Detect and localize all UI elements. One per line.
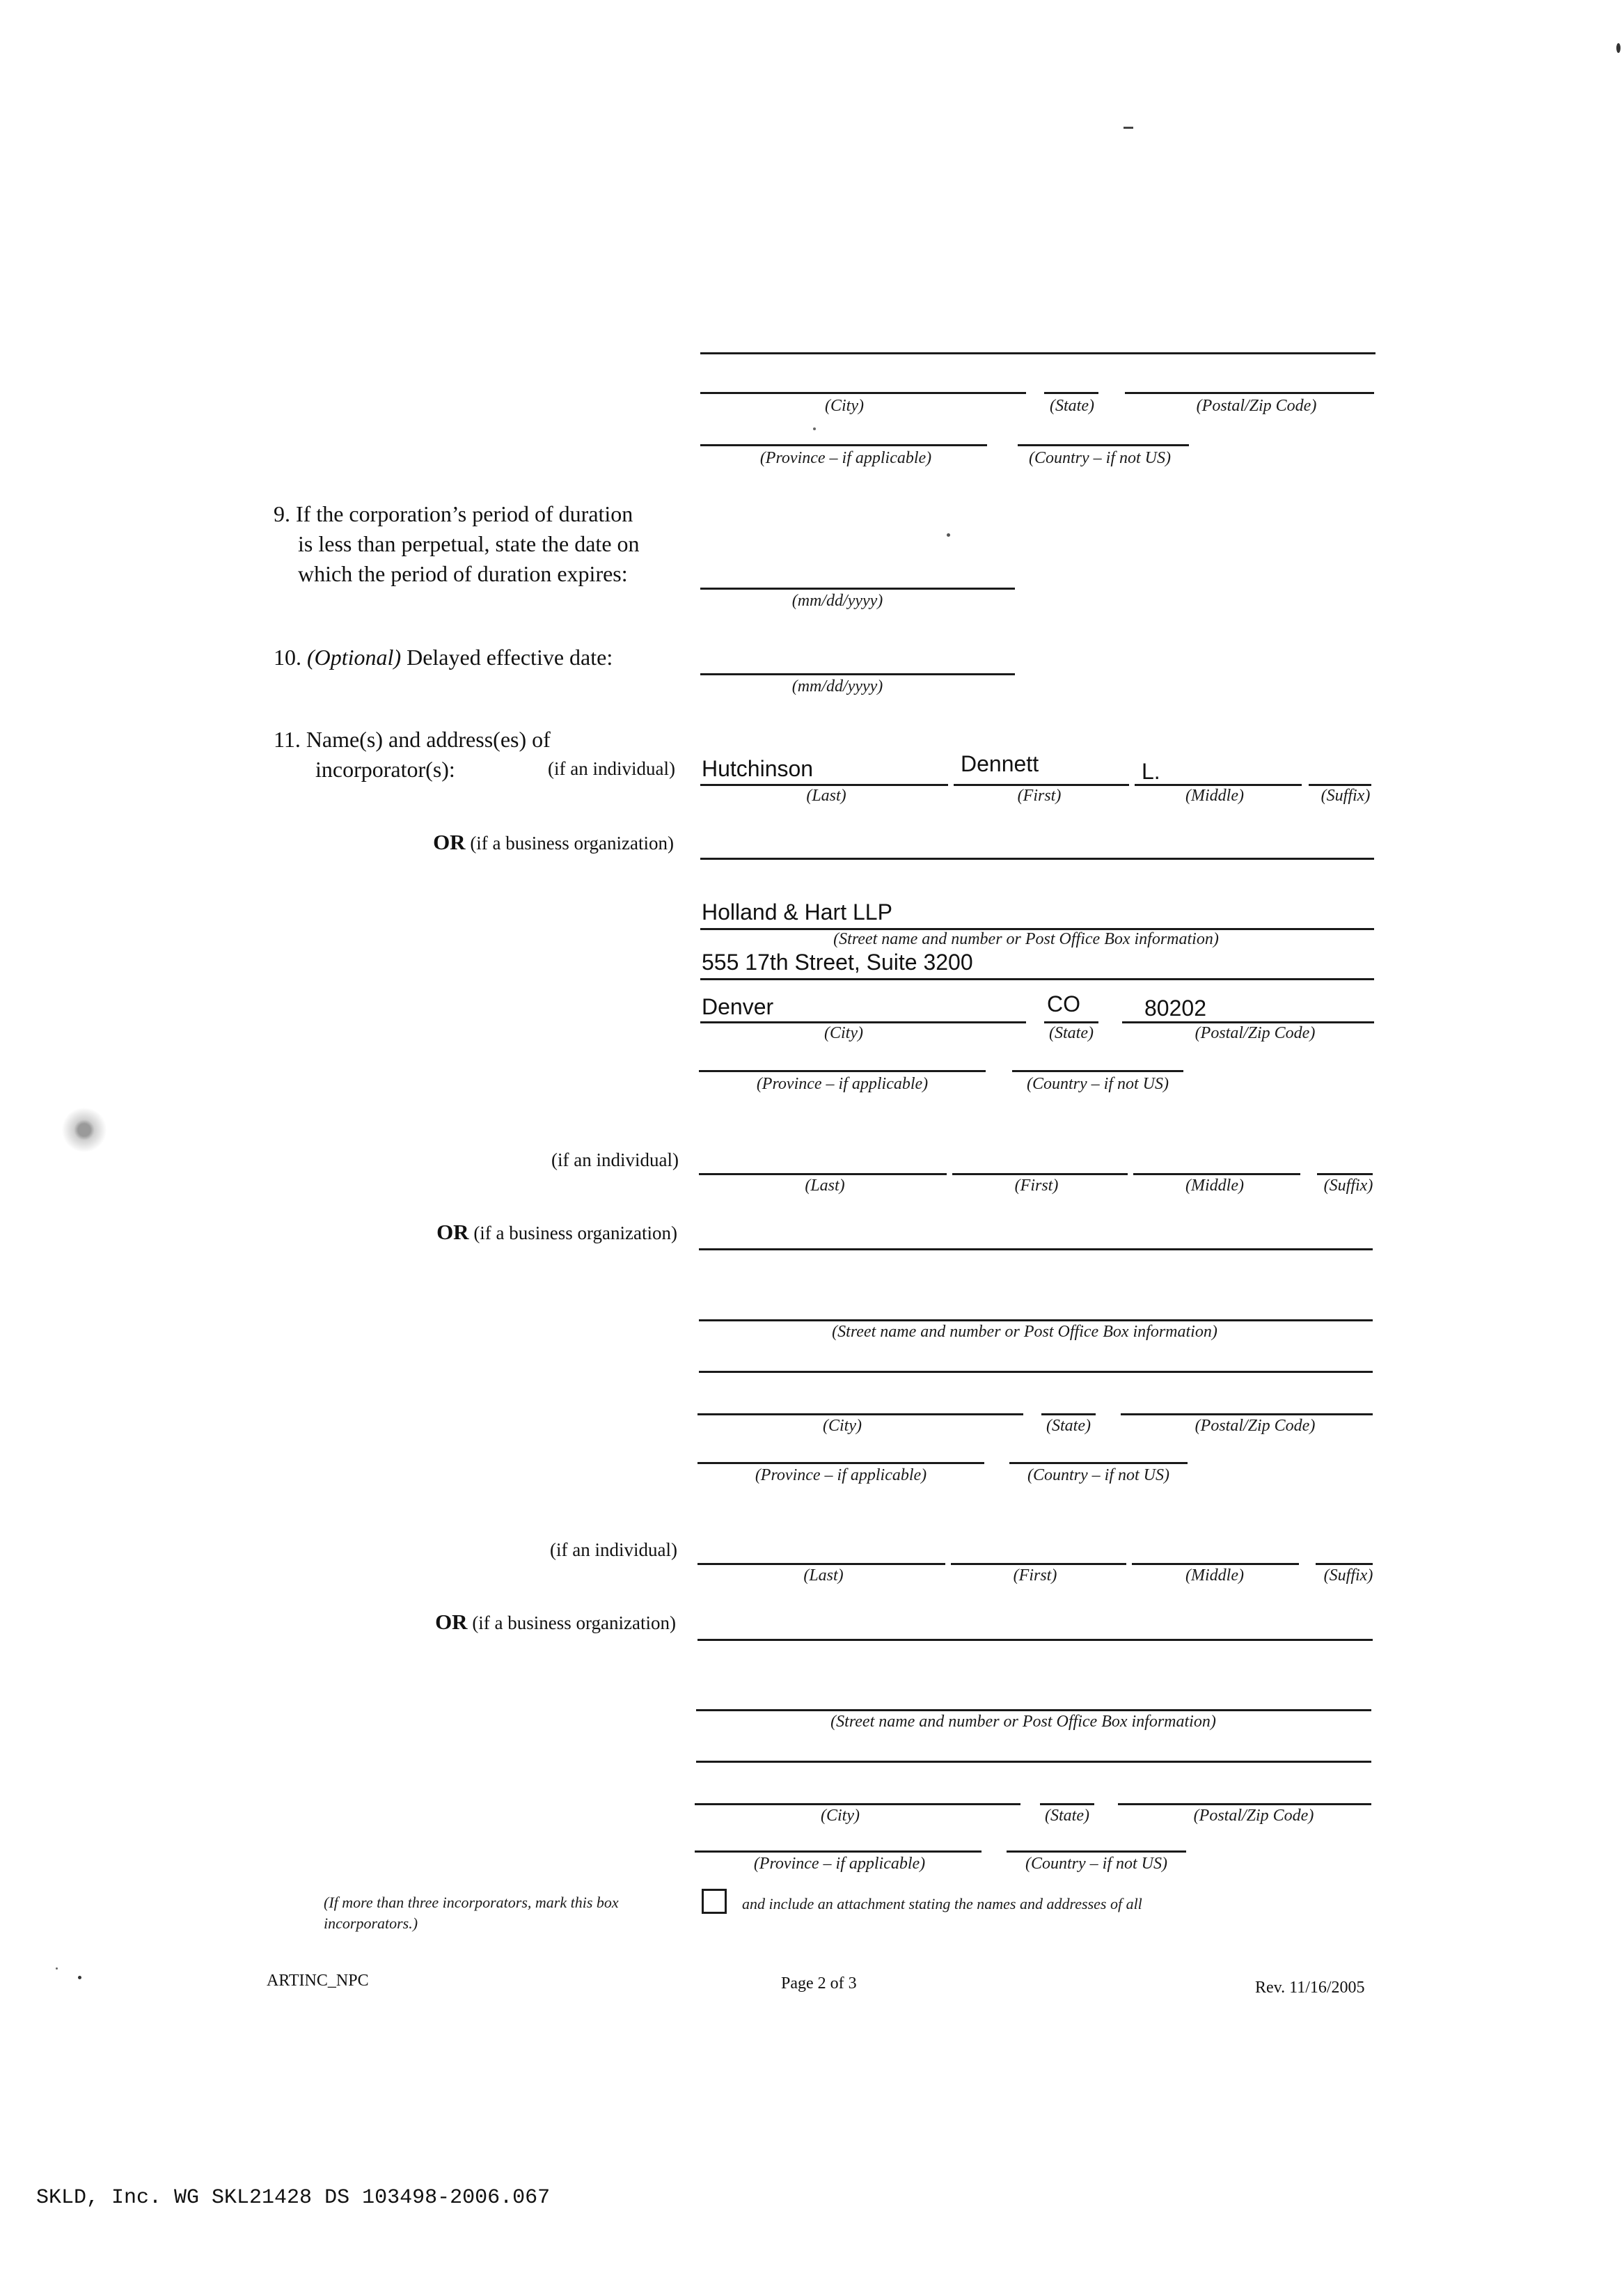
or-word-1: OR bbox=[433, 830, 466, 854]
inc3-street-caption: (Street name and number or Post Office Box information) bbox=[830, 1713, 1216, 1731]
inc1-zip-value: 80202 bbox=[1144, 996, 1206, 1021]
inc2-country-field[interactable] bbox=[1009, 1462, 1188, 1464]
or-word-2: OR bbox=[436, 1220, 469, 1244]
inc1-zip-field[interactable] bbox=[1122, 1021, 1374, 1023]
inc3-country-field[interactable] bbox=[1007, 1850, 1186, 1853]
inc3-middle-field[interactable] bbox=[1132, 1563, 1299, 1565]
more-incorporators-checkbox[interactable] bbox=[702, 1889, 727, 1914]
business-org-label-3 bbox=[435, 1610, 676, 1635]
inc2-city-field[interactable] bbox=[697, 1413, 1023, 1415]
inc1-first-value: Dennett bbox=[961, 751, 1039, 776]
inc1-suffix-field[interactable] bbox=[1309, 784, 1371, 786]
q11-line2: incorporator(s): bbox=[315, 757, 455, 782]
inc1-street2-field[interactable] bbox=[700, 978, 1374, 980]
inc2-zip-caption: (Postal/Zip Code) bbox=[1195, 1417, 1316, 1435]
inc1-province-caption: (Province – if applicable) bbox=[756, 1075, 929, 1093]
inc1-business-value: Holland & Hart LLP bbox=[702, 899, 892, 925]
inc3-street-field[interactable] bbox=[696, 1709, 1371, 1711]
inc3-state-caption: (State) bbox=[1045, 1807, 1089, 1825]
inc2-state-field[interactable] bbox=[1041, 1413, 1096, 1415]
inc2-street-caption: (Street name and number or Post Office Box information) bbox=[832, 1323, 1217, 1341]
inc1-street-value: 555 17th Street, Suite 3200 bbox=[702, 950, 973, 975]
business-org-label-2 bbox=[436, 1220, 677, 1245]
inc3-middle-caption: (Middle) bbox=[1185, 1566, 1244, 1585]
scan-speck bbox=[56, 1967, 58, 1970]
inc3-zip-caption: (Postal/Zip Code) bbox=[1193, 1807, 1314, 1825]
inc2-suffix-caption: (Suffix) bbox=[1323, 1177, 1373, 1195]
if-individual-label-1: (if an individual) bbox=[548, 758, 675, 779]
more-incorporators-note-a: (If more than three incorporators, mark this box bbox=[324, 1894, 619, 1911]
inc1-province-field[interactable] bbox=[699, 1070, 986, 1072]
inc2-business-field[interactable] bbox=[699, 1248, 1373, 1250]
if-business-2: (if a business organization) bbox=[473, 1223, 677, 1243]
inc1-state-value: CO bbox=[1047, 991, 1080, 1016]
province-line[interactable] bbox=[700, 444, 987, 446]
if-individual-label-2: (if an individual) bbox=[551, 1149, 679, 1170]
fax-header: SKLD, Inc. WG SKL21428 DS 103498-2006.067 bbox=[36, 2186, 551, 2210]
province-caption: (Province – if applicable) bbox=[759, 449, 932, 467]
scan-speck bbox=[78, 1976, 81, 1979]
inc1-city-caption: (City) bbox=[824, 1024, 863, 1042]
duration-date-format: (mm/dd/yyyy) bbox=[791, 592, 883, 610]
scan-speck bbox=[947, 533, 950, 537]
inc3-last-field[interactable] bbox=[697, 1563, 945, 1565]
inc2-state-caption: (State) bbox=[1046, 1417, 1091, 1435]
country-caption: (Country – if not US) bbox=[1029, 449, 1171, 467]
duration-date-field[interactable] bbox=[700, 588, 1015, 590]
effective-date-field[interactable] bbox=[700, 673, 1015, 675]
inc2-suffix-field[interactable] bbox=[1317, 1173, 1373, 1175]
inc2-city-caption: (City) bbox=[823, 1417, 862, 1435]
inc2-last-caption: (Last) bbox=[805, 1177, 845, 1195]
inc2-middle-caption: (Middle) bbox=[1185, 1177, 1244, 1195]
q10-text: Delayed effective date: bbox=[407, 645, 613, 670]
inc2-first-field[interactable] bbox=[952, 1173, 1128, 1175]
inc2-province-field[interactable] bbox=[697, 1462, 984, 1464]
scan-speck bbox=[1616, 43, 1621, 53]
more-incorporators-note-c: and include an attachment stating the names and addresses of all bbox=[742, 1895, 1142, 1912]
q9-line2: is less than perpetual, state the date on bbox=[298, 531, 640, 556]
inc1-country-field[interactable] bbox=[1012, 1070, 1183, 1072]
inc2-zip-field[interactable] bbox=[1121, 1413, 1373, 1415]
inc2-street-field[interactable] bbox=[699, 1319, 1373, 1321]
inc1-middle-caption: (Middle) bbox=[1185, 787, 1244, 805]
postal-line[interactable] bbox=[1125, 392, 1374, 394]
more-incorporators-note-b: incorporators.) bbox=[324, 1915, 418, 1932]
q10-number: 10. bbox=[274, 645, 301, 670]
inc2-country-caption: (Country – if not US) bbox=[1027, 1466, 1169, 1484]
inc3-first-field[interactable] bbox=[951, 1563, 1126, 1565]
inc3-city-field[interactable] bbox=[695, 1803, 1020, 1805]
inc2-street2-field[interactable] bbox=[699, 1371, 1373, 1373]
inc3-last-caption: (Last) bbox=[803, 1566, 844, 1585]
scan-speck bbox=[1124, 127, 1133, 129]
if-individual-label-3: (if an individual) bbox=[550, 1539, 677, 1560]
inc2-province-caption: (Province – if applicable) bbox=[755, 1466, 927, 1484]
state-caption: (State) bbox=[1050, 397, 1094, 415]
inc1-last-value: Hutchinson bbox=[702, 756, 814, 781]
effective-date-format: (mm/dd/yyyy) bbox=[791, 677, 883, 695]
q9-line1: 9. If the corporation’s period of duration bbox=[274, 501, 633, 526]
inc1-zip-caption: (Postal/Zip Code) bbox=[1195, 1024, 1316, 1042]
if-business-3: (if a business organization) bbox=[472, 1612, 676, 1633]
inc2-last-field[interactable] bbox=[699, 1173, 947, 1175]
q9-line3: which the period of duration expires: bbox=[298, 561, 628, 586]
q11-line1: 11. Name(s) and address(es) of bbox=[274, 727, 551, 752]
q10-label bbox=[274, 642, 613, 673]
inc3-zip-field[interactable] bbox=[1118, 1803, 1371, 1805]
inc1-suffix-caption: (Suffix) bbox=[1321, 787, 1371, 805]
inc3-state-field[interactable] bbox=[1040, 1803, 1094, 1805]
inc1-last-field[interactable] bbox=[700, 784, 948, 786]
inc1-state-field[interactable] bbox=[1044, 1021, 1098, 1023]
inc3-province-field[interactable] bbox=[695, 1850, 982, 1853]
scan-speck bbox=[813, 427, 816, 430]
inc1-first-caption: (First) bbox=[1017, 787, 1062, 805]
inc1-country-caption: (Country – if not US) bbox=[1027, 1075, 1169, 1093]
scan-speck bbox=[60, 1106, 109, 1154]
if-business-1: (if a business organization) bbox=[470, 833, 674, 854]
business-org-label-1 bbox=[433, 830, 674, 855]
city-line[interactable] bbox=[700, 392, 1026, 394]
page-number: Page 2 of 3 bbox=[781, 1974, 857, 1993]
inc1-last-caption: (Last) bbox=[806, 787, 846, 805]
top-address-line[interactable] bbox=[700, 352, 1375, 354]
inc3-city-caption: (City) bbox=[821, 1807, 860, 1825]
inc3-business-field[interactable] bbox=[697, 1639, 1373, 1641]
revision-date: Rev. 11/16/2005 bbox=[1255, 1979, 1365, 1997]
country-line[interactable] bbox=[1018, 444, 1189, 446]
inc3-suffix-field[interactable] bbox=[1316, 1563, 1373, 1565]
inc3-province-caption: (Province – if applicable) bbox=[753, 1855, 926, 1873]
inc1-first-field[interactable] bbox=[954, 784, 1129, 786]
inc2-first-caption: (First) bbox=[1014, 1177, 1059, 1195]
inc1-city-field[interactable] bbox=[700, 1021, 1026, 1023]
inc3-street2-field[interactable] bbox=[696, 1761, 1371, 1763]
city-caption: (City) bbox=[825, 397, 864, 415]
inc2-middle-field[interactable] bbox=[1133, 1173, 1300, 1175]
inc1-middle-field[interactable] bbox=[1135, 784, 1302, 786]
inc1-business-field[interactable] bbox=[700, 858, 1374, 860]
form-id: ARTINC_NPC bbox=[267, 1972, 369, 1990]
postal-caption: (Postal/Zip Code) bbox=[1196, 397, 1317, 415]
inc3-suffix-caption: (Suffix) bbox=[1323, 1566, 1373, 1585]
state-line[interactable] bbox=[1044, 392, 1098, 394]
or-word-3: OR bbox=[435, 1610, 468, 1634]
inc1-state-caption: (State) bbox=[1049, 1024, 1094, 1042]
inc1-middle-value: L. bbox=[1142, 759, 1160, 784]
inc3-first-caption: (First) bbox=[1013, 1566, 1057, 1585]
inc3-country-caption: (Country – if not US) bbox=[1025, 1855, 1167, 1873]
q10-optional: (Optional) bbox=[307, 645, 402, 670]
inc1-street-caption: (Street name and number or Post Office Box information) bbox=[833, 930, 1219, 948]
inc1-city-value: Denver bbox=[702, 994, 774, 1019]
